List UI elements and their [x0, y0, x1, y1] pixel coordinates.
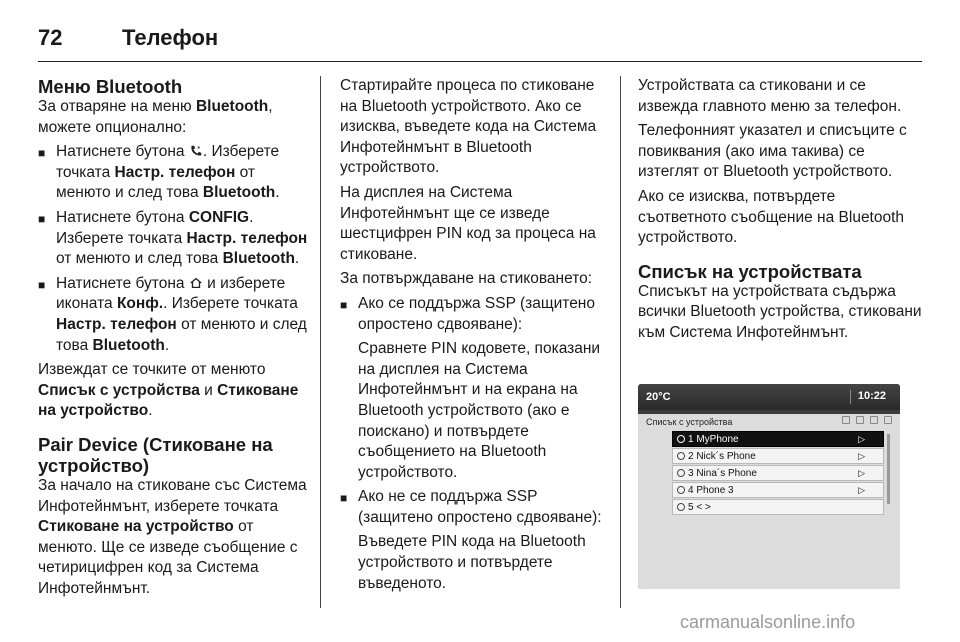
temperature-readout: 20°C [646, 391, 671, 403]
page-header [38, 14, 922, 62]
infotainment-screenshot [638, 384, 900, 589]
bluetooth-icon [842, 416, 850, 424]
column-divider [320, 76, 321, 608]
chevron-right-icon: ▷ [858, 485, 865, 495]
paragraph: Стартирайте процеса по стиковане на Bluetooth устройството. Ако се изисква, въведете кода на Система Инфотейнмънт в Bluetooth устройството. [340, 77, 597, 177]
device-item[interactable]: 1 MyPhone ▷ [672, 431, 884, 447]
page-title: Телефон [122, 24, 219, 50]
device-item[interactable]: 5 < > [672, 499, 884, 515]
heading-device-list: Списък на устройствата [638, 260, 862, 282]
mute-icon [870, 416, 878, 424]
chevron-right-icon: ▷ [858, 451, 865, 461]
list-item-detail: Сравнете PIN кодовете, показани на дисплея на Система Инфотейнмънт и на екрана на Bluetooth устройството (ако е поискано) и потвърдете съобщението на Bluetooth устройството. [358, 340, 601, 481]
panel-title: Списък с устройства [646, 417, 733, 427]
scrollbar[interactable] [887, 434, 890, 504]
signal-icon [856, 416, 864, 424]
list-item-detail: Въведете PIN кода на Bluetooth устройството и потвърдете въведеното. [358, 533, 586, 592]
page-number: 72 [38, 24, 63, 50]
paragraph: Устройствата са стиковани и се извежда главното меню за телефон. [638, 77, 902, 115]
device-list [672, 431, 884, 516]
device-item[interactable]: 3 Nina´s Phone ▷ [672, 465, 884, 481]
watermark: carmanualsonline.info [680, 612, 856, 632]
home-icon [189, 276, 203, 290]
clock-readout: 10:22 [857, 390, 886, 402]
list-item: ■ Натиснете бутона CONFIG. Изберете точката Настр. телефон от менюто и след това Bluetooth. [38, 208, 308, 268]
paragraph: За начало на стиковане със Система Инфотейнмънт, изберете точката Стиковане на устройство от менюто. Ще се изведе съобщение с четирицифрен код за Система Инфотейнмънт. [38, 476, 307, 597]
paragraph: Телефонният указател и списъците с повиквания (ако има такива) се изтеглят от Bluetooth устройството. [638, 122, 907, 181]
heading-pair-device: Pair Device (Стиковане на устройство) [38, 433, 273, 476]
device-item[interactable]: 4 Phone 3 ▷ [672, 482, 884, 498]
status-bar [638, 384, 900, 410]
chevron-right-icon: ▷ [858, 434, 865, 444]
device-list-panel [638, 414, 900, 589]
phone-icon [189, 144, 203, 158]
phone-icon [884, 416, 892, 424]
column-3 [638, 76, 922, 348]
chevron-right-icon: ▷ [858, 468, 865, 478]
paragraph: За потвърждаване на стиковането: [340, 270, 593, 288]
column-2 [340, 76, 612, 598]
column-1 [38, 76, 308, 603]
list-item: ■ Натиснете бутона . Изберете точката Настр. телефон от менюто и след това Bluetooth. [38, 143, 280, 202]
device-item[interactable]: 2 Nick´s Phone ▷ [672, 448, 884, 464]
status-icons [842, 416, 892, 424]
list-item: ■ Ако се поддържа SSP (защитено опростено сдвояване): [340, 294, 595, 333]
heading-bluetooth-menu: Меню Bluetooth [38, 76, 183, 97]
paragraph: На дисплея на Система Инфотейнмънт ще се изведе шестцифрен PIN код за процеса на стиковане. [340, 183, 596, 263]
column-divider [620, 76, 621, 608]
paragraph: Ако се изисква, потвърдете съответното съобщение на Bluetooth устройството. [638, 187, 905, 247]
paragraph: Извеждат се точките от менюто Списък с устройства и Стиковане на устройство. [38, 361, 299, 420]
list-item: ■ Натиснете бутона и изберете иконата Конф.. Изберете точката Настр. телефон от менюто и след това Bluetooth. [38, 274, 307, 354]
paragraph: Списъкът на устройствата съдържа всички Bluetooth устройства, стиковани към Система Инфотейнмънт. [638, 282, 922, 341]
list-item: ■ Ако не се поддържа SSP (защитено опростено сдвояване): [340, 488, 602, 526]
paragraph: За отваряне на меню Bluetooth, можете опционално: [38, 98, 273, 136]
